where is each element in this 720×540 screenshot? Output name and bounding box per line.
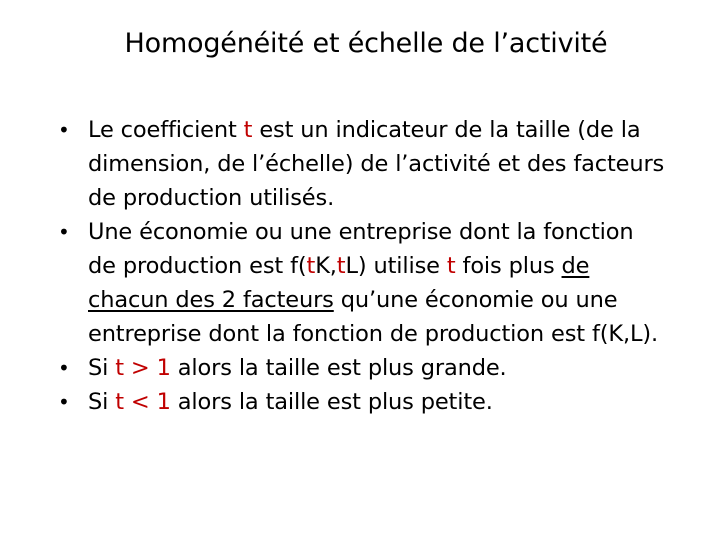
bullet-item	[58, 385, 668, 419]
text-segment: L) utilise	[345, 253, 447, 279]
condition-t-less-1: t < 1	[115, 389, 171, 415]
bullet-item	[58, 351, 668, 385]
bullet-text	[88, 389, 493, 415]
underlined-text: de chacun des 2 facteurs	[88, 253, 590, 313]
text-segment: Si	[88, 389, 116, 415]
text-segment: fois plus	[455, 253, 562, 279]
text-segment: est un indicateur de la taille (de la dimension, de l’échelle) de l’activité et des facteurs de production utilisés.	[88, 117, 665, 211]
bullet-marker: •	[58, 356, 70, 380]
coefficient-t: t	[336, 253, 346, 279]
condition-t-greater-1: t > 1	[115, 355, 171, 381]
coefficient-t: t	[243, 117, 253, 143]
bullet-text	[88, 355, 507, 381]
bullet-marker: •	[58, 220, 70, 244]
bullet-item	[58, 113, 668, 215]
bullet-item	[58, 215, 668, 351]
text-segment: qu’une économie ou une entreprise dont la fonction de production est f(K,L).	[88, 287, 658, 347]
text-segment: Une économie ou une entreprise dont la fonction de production est f(	[88, 219, 634, 279]
text-segment: K,	[315, 253, 337, 279]
slide-title: Homogénéité et échelle de l’activité	[124, 28, 608, 59]
bullet-text	[88, 117, 664, 211]
text-segment: Si	[88, 355, 116, 381]
bullet-text	[88, 219, 658, 347]
coefficient-t: t	[306, 253, 316, 279]
text-segment: alors la taille est plus petite.	[170, 389, 493, 415]
text-segment: alors la taille est plus grande.	[170, 355, 507, 381]
bullet-list	[58, 113, 668, 419]
bullet-marker: •	[58, 390, 70, 414]
text-segment: Le coefficient	[88, 117, 244, 143]
coefficient-t: t	[446, 253, 456, 279]
bullet-marker: •	[58, 118, 70, 142]
